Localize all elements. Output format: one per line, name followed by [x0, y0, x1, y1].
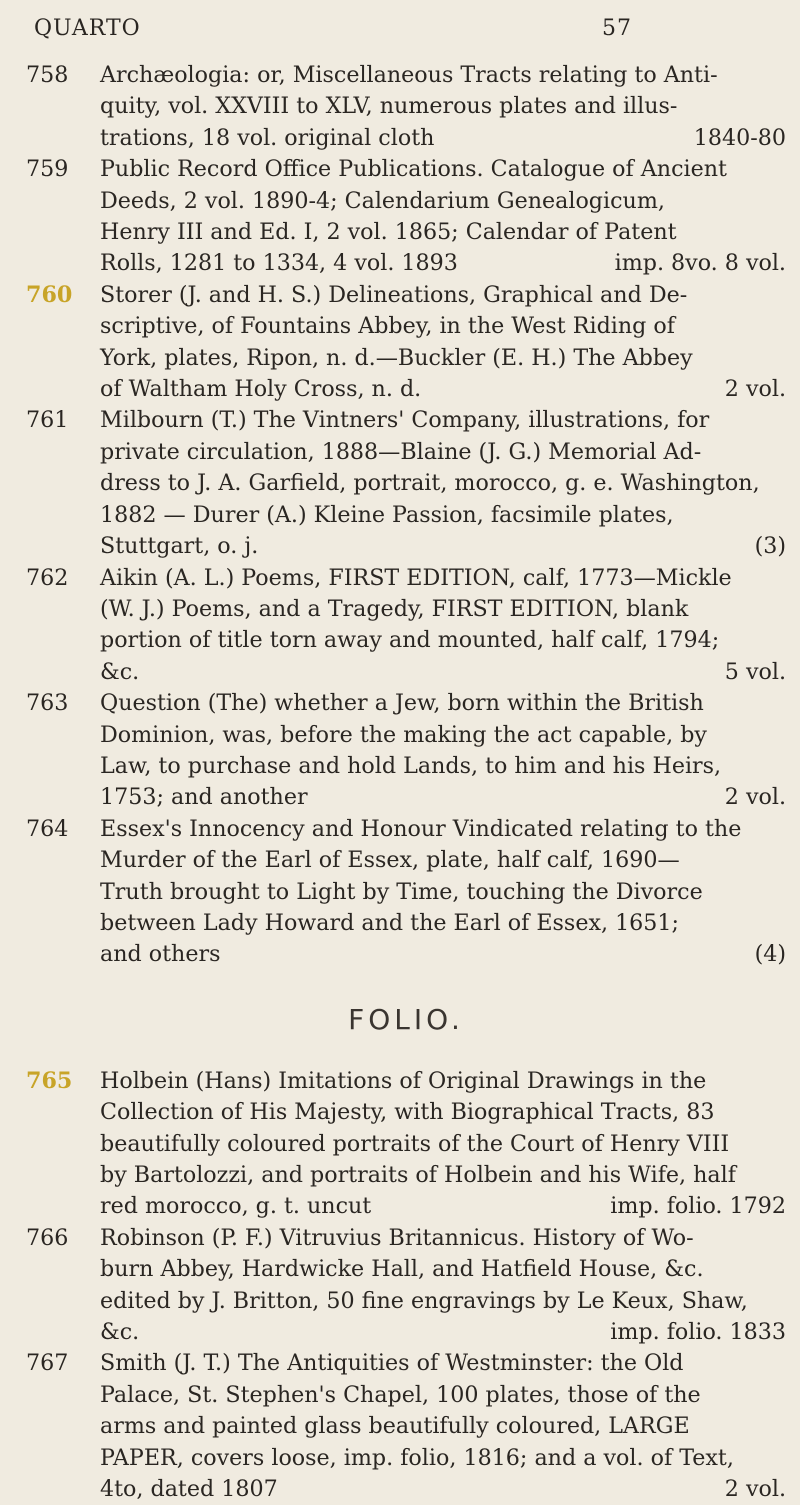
entry-line — [100, 531, 786, 562]
entry-text: arms and painted glass beautifully coloured, LARGE — [100, 1413, 690, 1440]
entry-line — [100, 1097, 786, 1128]
entry-text: edited by J. Britton, 50 fine engravings by Le Keux, Shaw, — [100, 1287, 748, 1314]
entry-text: by Bartolozzi, and portraits of Holbein and his Wife, half — [100, 1162, 736, 1188]
lot-entry — [26, 688, 786, 814]
page-header — [34, 16, 632, 41]
entry-text: Essex's Innocency and Honour Vindicated relating to the — [100, 815, 742, 842]
entry-line — [100, 1066, 786, 1097]
entry-text: Robinson (P. F.) Vitruvius Britannicus. History of Wo- — [100, 1224, 694, 1251]
entry-text: Palace, St. Stephen's Chapel, 100 plates, those of the — [100, 1381, 701, 1408]
entry-tail: imp. folio. 1792 — [610, 1193, 786, 1220]
page-number: 57 — [602, 16, 632, 41]
entry-text: Murder of the Earl of Essex, plate, half calf, 1690— — [100, 847, 680, 874]
entry-line — [100, 343, 786, 374]
entry-line — [100, 1443, 786, 1474]
entry-text: Stuttgart, o. j. — [100, 533, 259, 560]
entry-text: &c. — [100, 658, 140, 685]
lot-number: 763 — [26, 690, 69, 717]
entry-text: 1882 — Durer (A.) Kleine Passion, facsimile plates, — [100, 501, 674, 528]
entry-text: between Lady Howard and the Earl of Essex, 1651; — [100, 909, 680, 936]
entry-line — [100, 468, 786, 499]
entry-tail: 1840-80 — [693, 124, 786, 151]
entries — [26, 60, 786, 1505]
lot-number: 758 — [26, 62, 69, 88]
entry-text: 4to, dated 1807 — [100, 1476, 278, 1503]
entry-text: Henry III and Ed. I, 2 vol. 1865; Calendar of Patent — [100, 219, 677, 246]
entry-line — [100, 1286, 786, 1317]
entry-line — [100, 217, 786, 248]
entry-tail: imp. 8vo. 8 vol. — [614, 250, 786, 277]
entry-text: private circulation, 1888—Blaine (J. G.) Memorial Ad- — [100, 438, 702, 465]
entry-line — [100, 814, 786, 845]
lot-entry — [26, 814, 786, 971]
entry-line — [100, 845, 786, 876]
entry-text: Rolls, 1281 to 1334, 4 vol. 1893 — [100, 250, 458, 277]
entry-text: Storer (J. and H. S.) Delineations, Graphical and De- — [100, 281, 688, 308]
entry-line — [100, 154, 786, 185]
entry-line — [100, 720, 786, 751]
entry-line — [100, 437, 786, 468]
entry-line — [100, 908, 786, 939]
entry-line — [100, 1223, 786, 1254]
entry-line — [100, 751, 786, 782]
entry-line — [100, 688, 786, 719]
entry-line — [100, 1380, 786, 1411]
entry-text: Public Record Office Publications. Catalogue of Ancient — [100, 156, 727, 183]
entry-line — [100, 186, 786, 217]
entry-text: scriptive, of Fountains Abbey, in the West Riding of — [100, 313, 675, 340]
entry-text: 1753; and another — [100, 784, 308, 811]
lot-number: 764 — [26, 815, 69, 842]
entry-line — [100, 500, 786, 531]
entry-text: Law, to purchase and hold Lands, to him and his Heirs, — [100, 752, 722, 779]
lot-entry — [26, 563, 786, 689]
entry-line — [100, 1317, 786, 1348]
entry-line — [100, 1191, 786, 1222]
entry-tail: 5 vol. — [724, 658, 786, 685]
entry-text: red morocco, g. t. uncut — [100, 1193, 372, 1220]
entry-line — [100, 405, 786, 436]
entry-line — [100, 374, 786, 405]
lot-entry — [26, 1066, 786, 1223]
lot-entry — [26, 60, 786, 154]
entry-tail: 2 vol. — [724, 784, 786, 811]
entry-line — [100, 939, 786, 970]
lot-entry — [26, 280, 786, 406]
entry-line — [100, 60, 786, 91]
lot-number: 759 — [26, 156, 69, 183]
folio-heading: FOLIO. — [348, 1002, 464, 1036]
quarto-section — [26, 60, 786, 971]
entry-text: Collection of His Majesty, with Biographical Tracts, 83 — [100, 1099, 715, 1126]
entry-line — [100, 248, 786, 279]
entry-text: (W. J.) Poems, and a Tragedy, FIRST EDITION, blank — [100, 595, 689, 622]
entry-line — [100, 782, 786, 813]
entry-text: quity, vol. XXVIII to XLV, numerous plates and illus- — [100, 93, 678, 120]
entry-text: PAPER, covers loose, imp. folio, 1816; and a vol. of Text, — [100, 1444, 734, 1471]
entry-text: trations, 18 vol. original cloth — [100, 124, 435, 151]
entry-line — [100, 1411, 786, 1442]
lot-entry — [26, 154, 786, 280]
entry-text: Smith (J. T.) The Antiquities of Westminster: the Old — [100, 1350, 684, 1377]
entry-tail: (3) — [754, 533, 786, 560]
entry-tail: 2 vol. — [724, 1476, 786, 1503]
entry-text: dress to J. A. Garfield, portrait, morocco, g. e. Washington, — [100, 470, 760, 497]
lot-number: 760 — [26, 281, 73, 308]
entry-text: Question (The) whether a Jew, born within the British — [100, 690, 704, 717]
running-title: QUARTO — [34, 16, 141, 41]
entry-tail: (4) — [754, 941, 786, 968]
entry-text: and others — [100, 941, 221, 968]
entry-text: Holbein (Hans) Imitations of Original Drawings in the — [100, 1067, 707, 1094]
entry-text: beautifully coloured portraits of the Court of Henry VIII — [100, 1130, 730, 1157]
entry-line — [100, 657, 786, 688]
lot-number: 761 — [26, 407, 69, 434]
entry-line — [100, 625, 786, 656]
folio-section — [26, 1066, 786, 1505]
entry-line — [100, 563, 786, 594]
entry-line — [100, 1129, 786, 1160]
lot-number: 767 — [26, 1350, 69, 1377]
entry-tail: 2 vol. — [724, 376, 786, 403]
entry-text: Milbourn (T.) The Vintners' Company, illustrations, for — [100, 407, 710, 434]
lot-number: 762 — [26, 564, 69, 591]
entry-line — [100, 1160, 786, 1191]
entry-line — [100, 123, 786, 154]
entry-text: Truth brought to Light by Time, touching the Divorce — [100, 878, 703, 905]
entry-line — [100, 1254, 786, 1285]
entry-text: Deeds, 2 vol. 1890-4; Calendarium Genealogicum, — [100, 187, 665, 214]
entry-line — [100, 91, 786, 122]
entry-line — [100, 280, 786, 311]
entry-text: portion of title torn away and mounted, half calf, 1794; — [100, 627, 720, 654]
entry-text: &c. — [100, 1319, 140, 1346]
entry-line — [100, 877, 786, 908]
entry-line — [100, 1474, 786, 1505]
lot-entry — [26, 405, 786, 562]
entry-line — [100, 1348, 786, 1379]
lot-entry — [26, 1223, 786, 1349]
lot-entry — [26, 1348, 786, 1505]
entry-text: Dominion, was, before the making the act capable, by — [100, 721, 707, 748]
entry-text: Archæologia: or, Miscellaneous Tracts relating to Anti- — [100, 62, 718, 88]
entry-text: York, plates, Ripon, n. d.—Buckler (E. H.) The Abbey — [100, 344, 693, 371]
entry-line — [100, 311, 786, 342]
entry-tail: imp. folio. 1833 — [610, 1319, 786, 1346]
entry-text: burn Abbey, Hardwicke Hall, and Hatfield House, &c. — [100, 1256, 704, 1283]
lot-number: 765 — [26, 1067, 73, 1094]
entry-text: Aikin (A. L.) Poems, FIRST EDITION, calf, 1773—Mickle — [100, 564, 732, 591]
entry-text: of Waltham Holy Cross, n. d. — [100, 376, 422, 403]
lot-number: 766 — [26, 1224, 69, 1251]
entry-line — [100, 594, 786, 625]
